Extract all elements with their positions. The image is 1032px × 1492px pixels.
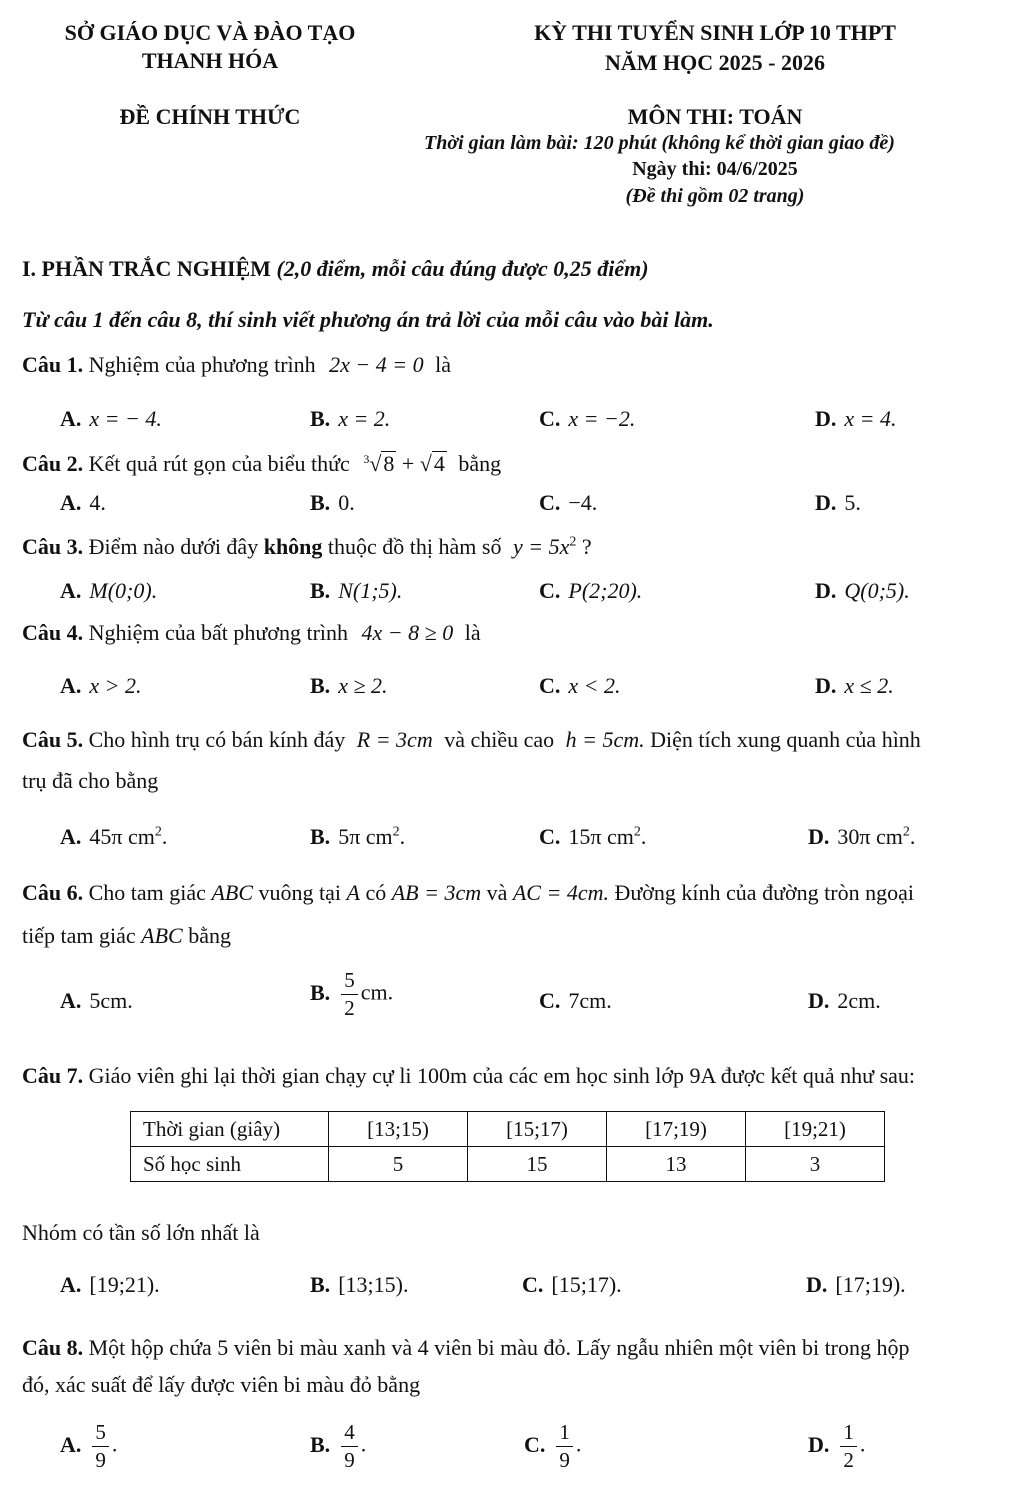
option-text: x < 2. [568,673,621,698]
q4-option-b[interactable] [310,673,388,699]
root-index: 3 [363,452,370,466]
option-text: N(1;5). [338,578,403,603]
q5-option-d[interactable]: D. 30π $cm^2$. [808,824,916,849]
question-number: Câu 2. [22,451,84,476]
option-label: B. [310,406,331,431]
question-number: Câu 8. [22,1335,84,1360]
q5-option-c[interactable]: C. 15π $cm^2$. [539,824,647,849]
option-label: D. [806,1272,828,1297]
q6-option-d[interactable] [808,988,881,1014]
question-8-line2: đó, xác suất để lấy được viên bi màu đỏ bằng [22,1372,421,1397]
option-label: A. [60,578,82,603]
q2-option-b[interactable] [310,490,355,516]
option-text: 45π cm [89,824,155,849]
option-label: D. [808,824,830,849]
q2-option-a[interactable] [60,490,106,516]
line2-tail: bằng [188,923,231,948]
question-text-2: thuộc đồ thị hàm số [327,534,502,559]
exam-name: KỲ THI TUYỂN SINH LỚP 10 THPT [534,20,896,45]
question-1 [22,352,451,378]
question-3 [22,534,592,560]
question-tail: bằng [458,451,502,476]
question-6 [22,880,914,906]
option-text: [15;17). [551,1272,622,1297]
q1-option-c[interactable] [539,406,635,432]
option-text: 5cm. [89,988,133,1013]
option-label: B. [310,673,331,698]
emphasis-word: không [263,534,323,559]
denominator: 9 [559,1448,570,1472]
option-text: x = − 4. [89,406,162,431]
option-label: A. [60,490,82,515]
page-count: (Đề thi gồm 02 trang) [625,185,805,207]
question-number: Câu 7. [22,1063,84,1088]
question-number: Câu 3. [22,534,84,559]
question-5 [22,727,921,753]
option-label: A. [60,1272,82,1297]
table-cell: [15;17) [468,1112,607,1147]
q4-option-c[interactable] [539,673,621,699]
option-exponent: 2 [902,824,910,840]
triangle-name: ABC [141,923,183,948]
section-instruction: Từ câu 1 đến câu 8, thí sinh viết phương án trả lời của mỗi câu vào bài làm. [22,307,714,332]
option-text: [13;15). [338,1272,409,1297]
q6-option-b[interactable] [310,970,393,1019]
question-text: Cho hình trụ có bán kính đáy [88,727,346,752]
option-label: C. [539,673,561,698]
option-exponent: 2 [154,824,162,840]
q5-option-a[interactable]: A. 45π $cm^2$. [60,824,168,849]
option-label: C. [522,1272,544,1297]
option-label: A. [60,988,82,1013]
option-text: 5. [844,490,861,515]
option-label: B. [310,490,331,515]
question-6-line2 [22,923,231,949]
fraction [341,1422,358,1471]
question-mid: và chiều cao [444,727,555,752]
option-text: 30π cm [837,824,903,849]
exam-date: Ngày thi: 04/6/2025 [632,158,798,180]
q7-option-a[interactable] [60,1272,160,1298]
q2-option-c[interactable] [539,490,597,516]
table-cell: 3 [746,1147,885,1182]
vertex-a: A [346,880,360,905]
question-text: Nghiệm của phương trình [88,352,316,377]
option-label: C. [524,1431,546,1457]
numerator: 5 [341,970,358,995]
option-label: B. [310,578,331,603]
province-name: THANH HÓA [141,48,279,73]
q4-option-d[interactable] [815,673,894,699]
height-value: h = 5cm. [565,727,645,752]
option-text: x ≤ 2. [844,673,894,698]
function-expression: y = 5x [512,534,570,559]
radius-value: R = 3cm [356,727,433,752]
option-label: D. [815,406,837,431]
table-cell: Số học sinh [131,1147,329,1182]
exam-duration: Thời gian làm bài: 120 phút (không kể thời gian giao đề) [424,132,895,154]
option-text: x = −2. [568,406,636,431]
option-exponent: 2 [633,824,641,840]
denominator: 9 [95,1448,106,1472]
table-cell: [19;21) [746,1112,885,1147]
question-7-after: Nhóm có tần số lớn nhất là [22,1220,260,1245]
q3-option-c[interactable] [539,578,642,604]
option-label: D. [808,1431,830,1457]
exponent: 2 [569,534,577,550]
option-exponent: 2 [392,824,400,840]
option-text: 5π cm [338,824,393,849]
numerator: 5 [92,1422,109,1447]
q1-option-d[interactable] [815,406,897,432]
question-tail: ? [581,534,592,559]
option-text: 2cm. [837,988,881,1013]
side-ab: AB = 3cm [391,880,482,905]
option-text: [19;21). [89,1272,160,1297]
numerator: 4 [341,1422,358,1447]
option-label: D. [808,988,830,1013]
option-unit: cm. [360,979,394,1005]
numerator: 1 [556,1422,573,1447]
question-2 [22,451,501,477]
table-cell: 15 [468,1147,607,1182]
option-text: x = 4. [844,406,897,431]
q8-option-b[interactable]: B. $\frac{4}{9}$ . [310,1420,367,1472]
table-row [131,1147,885,1182]
option-label: D. [815,490,837,515]
option-label: C. [539,988,561,1013]
q6-option-c[interactable] [539,988,612,1014]
question-number: Câu 5. [22,727,84,752]
q2-option-d[interactable] [815,490,861,516]
question-and: và [486,880,508,905]
q3-option-d[interactable] [815,578,910,604]
q3-option-b[interactable] [310,578,402,604]
question-number: Câu 4. [22,620,84,645]
question-mid: vuông tại [258,880,341,905]
q5-option-b[interactable]: B. 5π $cm^2$. [310,824,406,849]
option-text: Q(0;5). [844,578,910,603]
option-text: 15π cm [568,824,634,849]
line2-text: tiếp tam giác [22,923,136,948]
question-tail: là [435,352,451,377]
triangle-name: ABC [211,880,253,905]
option-text: −4. [568,490,598,515]
question-number: Câu 1. [22,352,84,377]
denominator: 9 [344,1448,355,1472]
denominator: 2 [344,996,355,1020]
option-label: C. [539,824,561,849]
table-cell: [17;19) [607,1112,746,1147]
option-text: x = 2. [338,406,391,431]
question-8 [22,1335,910,1361]
option-text: M(0;0). [89,578,158,603]
table-cell: 5 [329,1147,468,1182]
side-ac: AC = 4cm. [512,880,609,905]
option-label: C. [539,406,561,431]
question-text: Cho tam giác [88,880,206,905]
fraction [556,1422,573,1471]
option-text: [17;19). [835,1272,906,1297]
option-label: B. [310,1431,331,1457]
q7-option-b[interactable] [310,1272,408,1298]
equation: 2x − 4 = 0 [329,352,424,377]
option-label: C. [539,578,561,603]
q8-option-c[interactable]: C. $\frac{1}{9}$ . [524,1420,582,1472]
question-5-line2: trụ đã cho bằng [22,768,159,793]
table-cell: [13;15) [329,1112,468,1147]
q1-option-a[interactable] [60,406,162,432]
table-row [131,1112,885,1147]
option-text: x ≥ 2. [338,673,388,698]
q3-option-a[interactable] [60,578,157,604]
frequency-table [130,1111,885,1182]
option-label: B. [310,979,331,1005]
q8-option-a[interactable]: A. $\frac{5}{9}$ . [60,1420,118,1472]
fraction [92,1422,109,1471]
option-text: P(2;20). [568,578,643,603]
q7-option-d[interactable] [806,1272,906,1298]
section-heading [22,256,649,282]
radicand-2: 4 [433,451,445,476]
option-label: C. [539,490,561,515]
option-label: A. [60,824,82,849]
question-text: Điểm nào dưới đây [88,534,259,559]
school-year: NĂM HỌC 2025 - 2026 [605,50,825,75]
fraction [341,970,358,1019]
department-name: SỞ GIÁO DỤC VÀ ĐÀO TẠO [64,20,356,45]
option-text: 0. [338,490,355,515]
option-label: D. [815,673,837,698]
question-7 [22,1063,915,1089]
option-text: x > 2. [89,673,142,698]
question-tail: là [464,620,481,645]
q1-option-b[interactable] [310,406,390,432]
option-text: 7cm. [568,988,612,1013]
question-text: Một hộp chứa 5 viên bi màu xanh và 4 viên bi màu đỏ. Lấy ngẫu nhiên một viên bi trong hộp [88,1335,910,1360]
option-label: D. [815,578,837,603]
table-cell: 13 [607,1147,746,1182]
q7-option-c[interactable] [522,1272,622,1298]
option-label: A. [60,1431,82,1457]
q4-option-a[interactable] [60,673,142,699]
radicand-1: 8 [383,451,395,476]
q8-option-d[interactable]: D. $\frac{1}{2}$ . [808,1420,866,1472]
question-text-2: Đường kính của đường tròn ngoại [614,880,914,905]
section-title: I. PHẦN TRẮC NGHIỆM [22,256,271,281]
question-number: Câu 6. [22,880,84,905]
fraction [840,1422,857,1471]
inequality: 4x − 8 ≥ 0 [361,620,454,645]
denominator: 2 [843,1448,854,1472]
numerator: 1 [840,1422,857,1447]
question-text: Giáo viên ghi lại thời gian chạy cự li 100m của các em học sinh lớp 9A được kết quả như sau: [88,1063,916,1088]
q6-option-a[interactable] [60,988,133,1014]
question-4 [22,620,481,646]
question-text: Kết quả rút gọn của biểu thức [88,451,350,476]
option-label: B. [310,824,331,849]
option-label: B. [310,1272,331,1297]
radical-expression: $^3$√8 + √4 [363,451,445,476]
question-text: Nghiệm của bất phương trình [88,620,349,645]
question-mid-2: có [365,880,387,905]
subject-title: MÔN THI: TOÁN [627,104,803,129]
option-label: A. [60,673,82,698]
option-label: A. [60,406,82,431]
section-note: (2,0 điểm, mỗi câu đúng được 0,25 điểm) [276,256,649,281]
option-text: 4. [89,490,106,515]
official-label: ĐỀ CHÍNH THỨC [119,104,301,129]
question-text-2: Diện tích xung quanh của hình [650,727,921,752]
table-cell: Thời gian (giây) [131,1112,329,1147]
